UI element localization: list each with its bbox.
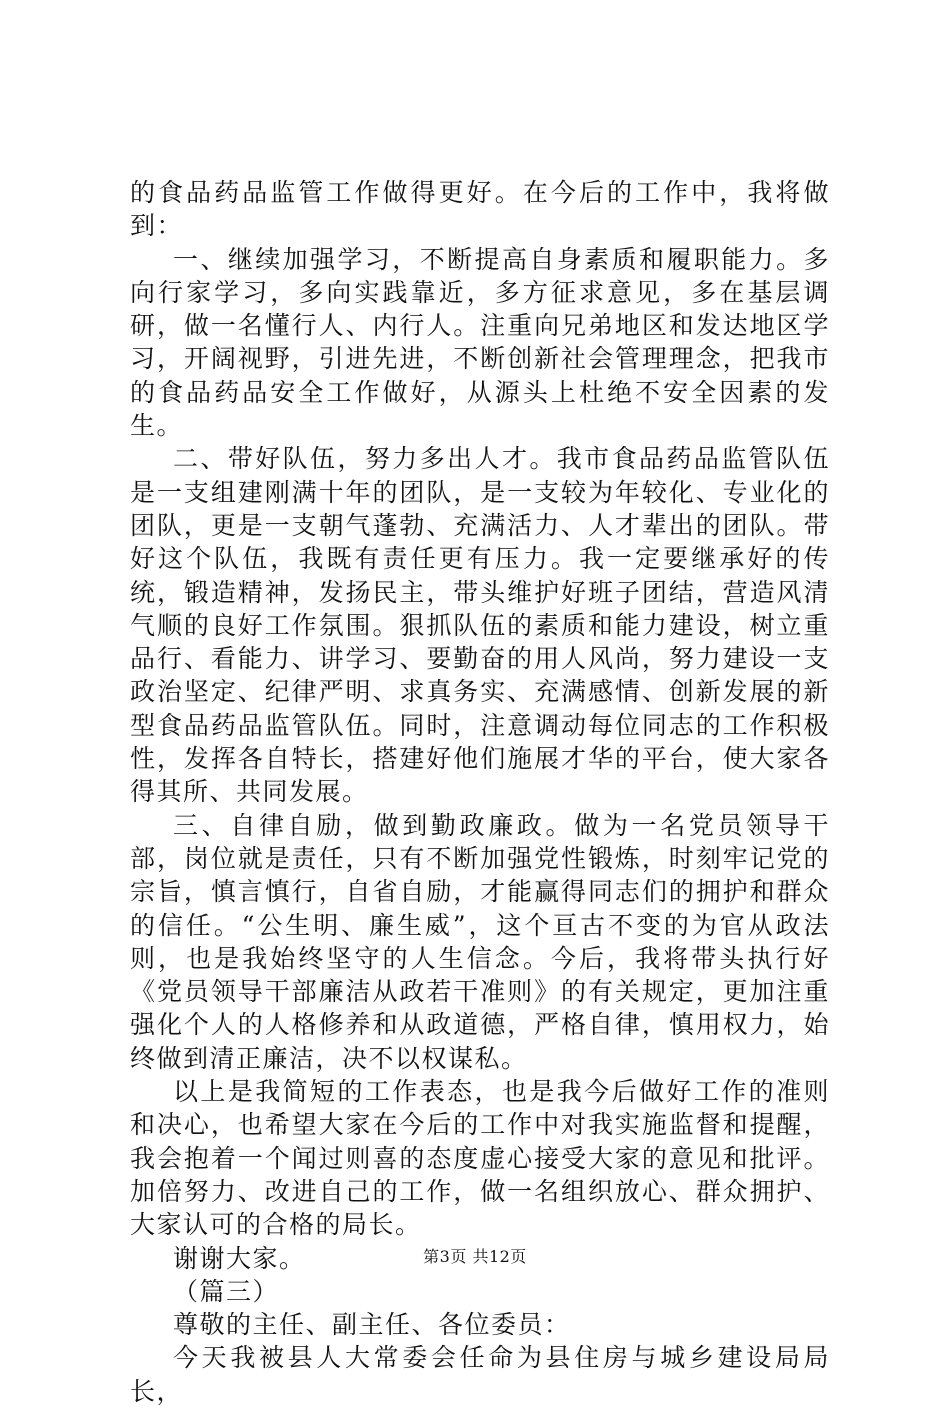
- paragraph-point-one: 一、继续加强学习，不断提高自身素质和履职能力。多向行家学习，多向实践靠近，多方征求意见，多在基层调研，做一名懂行人、内行人。注重向兄弟地区和发达地区学习，开阔视野，引进先进，不断创新社会管理理念，把我市的食品药品安全工作做好，从源头上杜绝不安全因素的发生。: [130, 244, 830, 441]
- salutation: 尊敬的主任、副主任、各位委员：: [173, 1310, 571, 1340]
- paragraph-point-two: 二、带好队伍，努力多出人才。我市食品药品监管队伍是一支组建刚满十年的团队，是一支较为年较化、专业化的团队，更是一支朝气蓬勃、充满活力、人才辈出的团队。带好这个队伍，我既有责任更有压力。我一定要继承好的传统，锻造精神，发扬民主，带头维护好班子团结，营造风清气顺的良好工作氛围。狠抓队伍的素质和能力建设，树立重品行、看能力、讲学习、要勤奋的用人风尚，努力建设一支政治坚定、纪律严明、求真务实、充满感情、创新发展的新型食品药品监管队伍。同时，注意调动每位同志的工作积极性，发挥各自特长，搭建好他们施展才华的平台，使大家各得其所、共同发展。: [130, 444, 830, 807]
- document-body: [130, 176, 830, 1408]
- paragraph-opening: 今天我被县人大常委会任命为县住房与城乡建设局局长，: [130, 1343, 830, 1406]
- page-footer: [0, 1244, 950, 1267]
- paragraph-conclusion: 以上是我简短的工作表态，也是我今后做好工作的准则和决心，也希望大家在今后的工作中对我实施监督和提醒，我会抱着一个闻过则喜的态度虚心接受大家的意见和批评。加倍努力、改进自己的工作，做一名组织放心、群众拥护、大家认可的合格的局长。: [130, 1077, 830, 1240]
- paragraph-continuation: 的食品药品监管工作做得更好。在今后的工作中，我将做到：: [130, 178, 830, 241]
- page-number: 第3页 共12页: [423, 1247, 527, 1266]
- paragraph-point-three: 三、自律自励，做到勤政廉政。做为一名党员领导干部，岗位就是责任，只有不断加强党性锻炼，时刻牢记党的宗旨，慎言慎行，自省自励，才能赢得同志们的拥护和群众的信任。“公生明、廉生威”，这个亘古不变的为官从政法则，也是我始终坚守的人生信念。今后，我将带头执行好《党员领导干部廉洁从政若干准则》的有关规定，更加注重强化个人的人格修养和从政道德，严格自律，慎用权力，始终做到清正廉洁，决不以权谋私。: [130, 810, 830, 1073]
- section-heading: （篇三）: [173, 1276, 280, 1306]
- paragraph-thanks: 谢谢大家。: [173, 1243, 306, 1273]
